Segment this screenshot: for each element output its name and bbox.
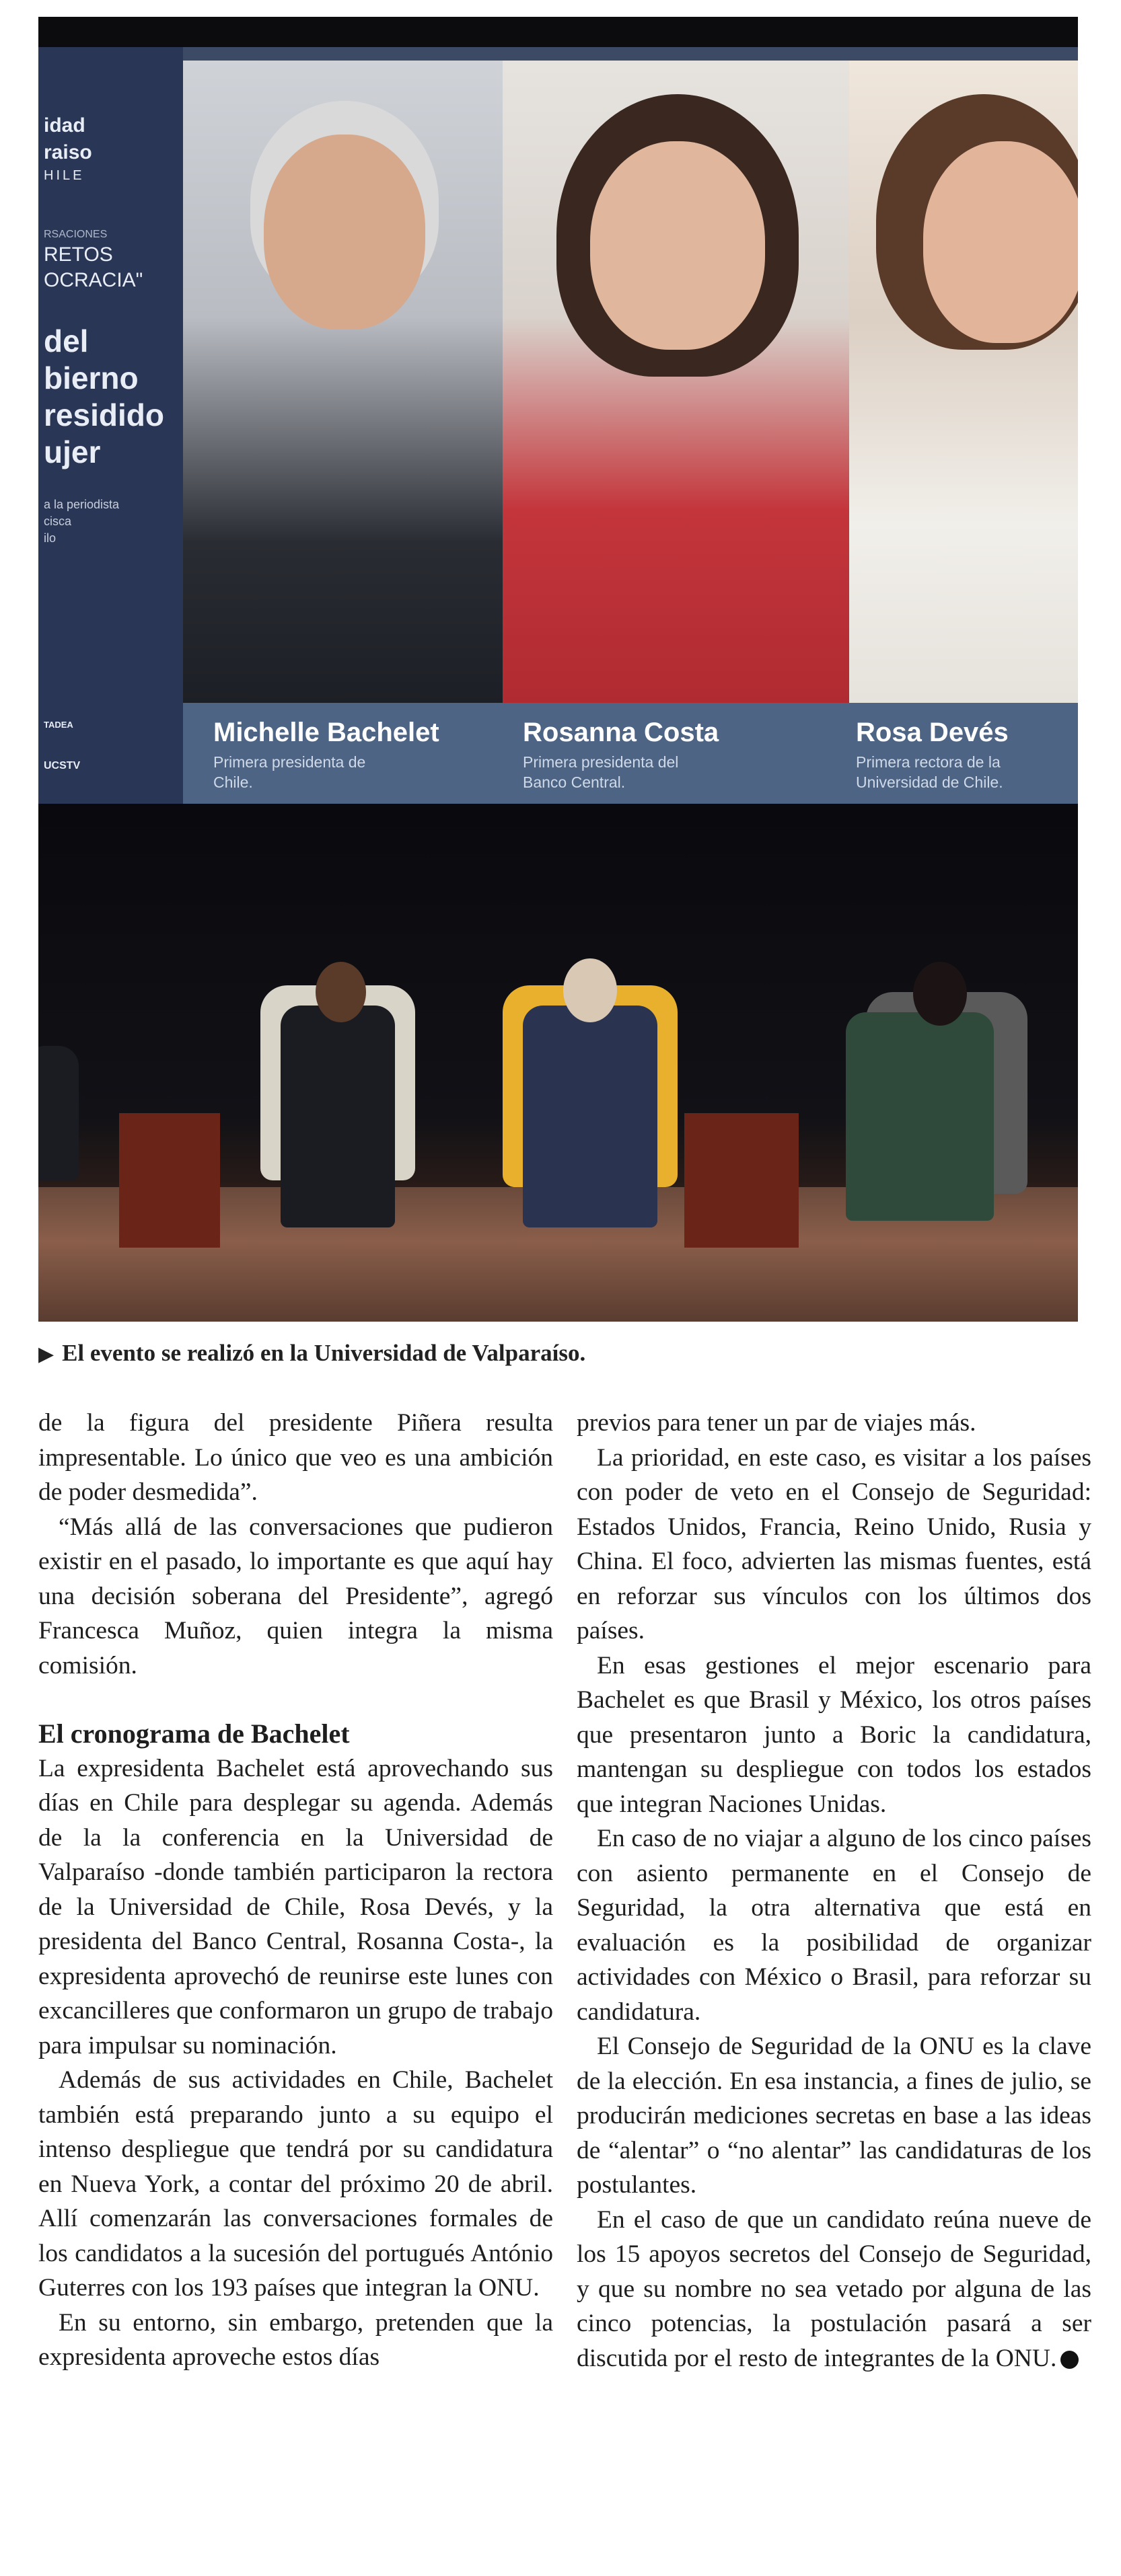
paragraph: El Consejo de Seguridad de la ONU es la clave de la elección. En esa instancia, a fines de julio, se producirán mediciones secretas en base a las ideas de “alentar” o “no alentar” las candidaturas de los postulantes. (577, 2033, 1091, 2199)
portrait-bachelet (183, 61, 503, 703)
stage-scene (38, 804, 1078, 1322)
paragraph: Además de sus actividades en Chile, Bachelet también está preparando junto a su equipo el intenso despliegue que tendrá por su candidatura en Nueva York, a contar del próximo 20 de abril. Allí comenzarán las conversaciones formales de los candidatos a la sucesión del portugués António Guterres con los 193 países que integran la ONU. (38, 2066, 553, 2302)
side-text: cisca (44, 515, 72, 528)
article-column-right (577, 1406, 1091, 2376)
person-deves (281, 1006, 395, 1227)
head (913, 962, 967, 1026)
paragraph: de la figura del presidente Piñera resulta impresentable. Lo único que veo es una ambición de poder desmedida”. (38, 1409, 553, 1506)
portrait-deves (849, 61, 1078, 703)
role-label: Primera rectora de la Universidad de Chile. (856, 753, 1003, 791)
caption-text: El evento se realizó en la Universidad de Valparaíso. (62, 1340, 586, 1366)
article-column-left (38, 1406, 553, 2375)
side-table (119, 1113, 220, 1248)
end-of-article-icon (1060, 2351, 1079, 2369)
role-label: Primera presidenta del Banco Central. (523, 753, 679, 791)
side-text: residido (44, 397, 164, 432)
paragraph: La expresidenta Bachelet está aprovechando sus días en Chile para desplegar su agenda. Además de la la conferencia en la Universidad de Valparaíso -donde también participaron la rectora de la Universidad de Chile, Rosa Devés, y la presidenta del Banco Central, Rosanna Costa-, la expresidenta aprovechó de reunirse este lunes con excancilleres que conformaron un grupo de trabajo para impulsar su nominación. (38, 1754, 553, 2059)
name-card (856, 703, 1051, 804)
side-text: a la periodista (44, 498, 120, 511)
side-text: ujer (44, 434, 101, 469)
portrait-costa (503, 61, 849, 703)
paragraph: En su entorno, sin embargo, pretenden que la expresidenta aproveche estos días (38, 2308, 553, 2371)
person-moderator (846, 1012, 994, 1221)
paragraph: En esas gestiones el mejor escenario para Bachelet es que Brasil y México, los otros países que presentaron junto a Boric la candidatura, mantengan su despliegue con todos los estados que integran Naciones Unidas. (577, 1651, 1091, 1818)
side-text: OCRACIA" (44, 269, 143, 291)
side-table (684, 1113, 799, 1248)
event-photo (38, 17, 1078, 1322)
name-card (213, 703, 439, 804)
name-label: Rosa Devés (856, 718, 1009, 747)
person-left-edge (38, 1046, 79, 1180)
paragraph: “Más allá de las conversaciones que pudieron existir en el pasado, lo importante es que aquí hay una decisión soberana del Presidente”, agregó Francesca Muñoz, quien integra la misma comisión. (38, 1513, 553, 1679)
name-label: Rosanna Costa (523, 718, 719, 747)
side-text: RETOS (44, 243, 113, 266)
sponsor-logo: TADEA (44, 720, 73, 730)
side-text: bierno (44, 361, 139, 395)
paragraph-text: En el caso de que un candidato reúna nueve de los 15 apoyos secretos del Consejo de Seguridad, y que su nombre no sea vetado por alguna de las cinco potencias, la postulación pasará a ser discutida por el resto de integrantes de la ONU. (577, 2205, 1091, 2372)
head (563, 958, 617, 1022)
person-bachelet (523, 1006, 657, 1227)
role-label: Primera presidenta de Chile. (213, 753, 366, 791)
screen-side-panel (38, 47, 183, 804)
paragraph: En caso de no viajar a alguno de los cinco países con asiento permanente en el Consejo de Seguridad, la otra alternativa que está en evaluación es la posibilidad de organizar actividades con México o Brasil, para reforzar su candidatura. (577, 1825, 1091, 2026)
side-text: RSACIONES (44, 229, 108, 240)
head (316, 962, 366, 1022)
paragraph: previos para tener un par de viajes más. (577, 1409, 976, 1437)
side-text: idad (44, 114, 85, 137)
paragraph: La prioridad, en este caso, es visitar a los países con poder de veto en el Consejo de Seguridad: Estados Unidos, Francia, Reino Unido, Rusia y China. El foco, advierten las mismas fuentes, está en reforzar sus vínculos con los últimos dos países. (577, 1443, 1091, 1644)
side-text: ilo (44, 531, 57, 545)
caption-triangle-icon: ▶ (38, 1343, 55, 1365)
side-text: del (44, 324, 89, 358)
name-card (523, 703, 719, 804)
side-text: HILE (44, 168, 85, 183)
name-label: Michelle Bachelet (213, 718, 439, 747)
channel-logo: UCSTV (44, 760, 81, 771)
photo-caption (38, 1340, 1078, 1373)
screen-name-bar (183, 703, 1078, 804)
projection-screen (38, 47, 1078, 804)
section-heading: El cronograma de Bachelet (38, 1718, 350, 1749)
paragraph-final (577, 2203, 1091, 2376)
side-text: raiso (44, 141, 92, 163)
